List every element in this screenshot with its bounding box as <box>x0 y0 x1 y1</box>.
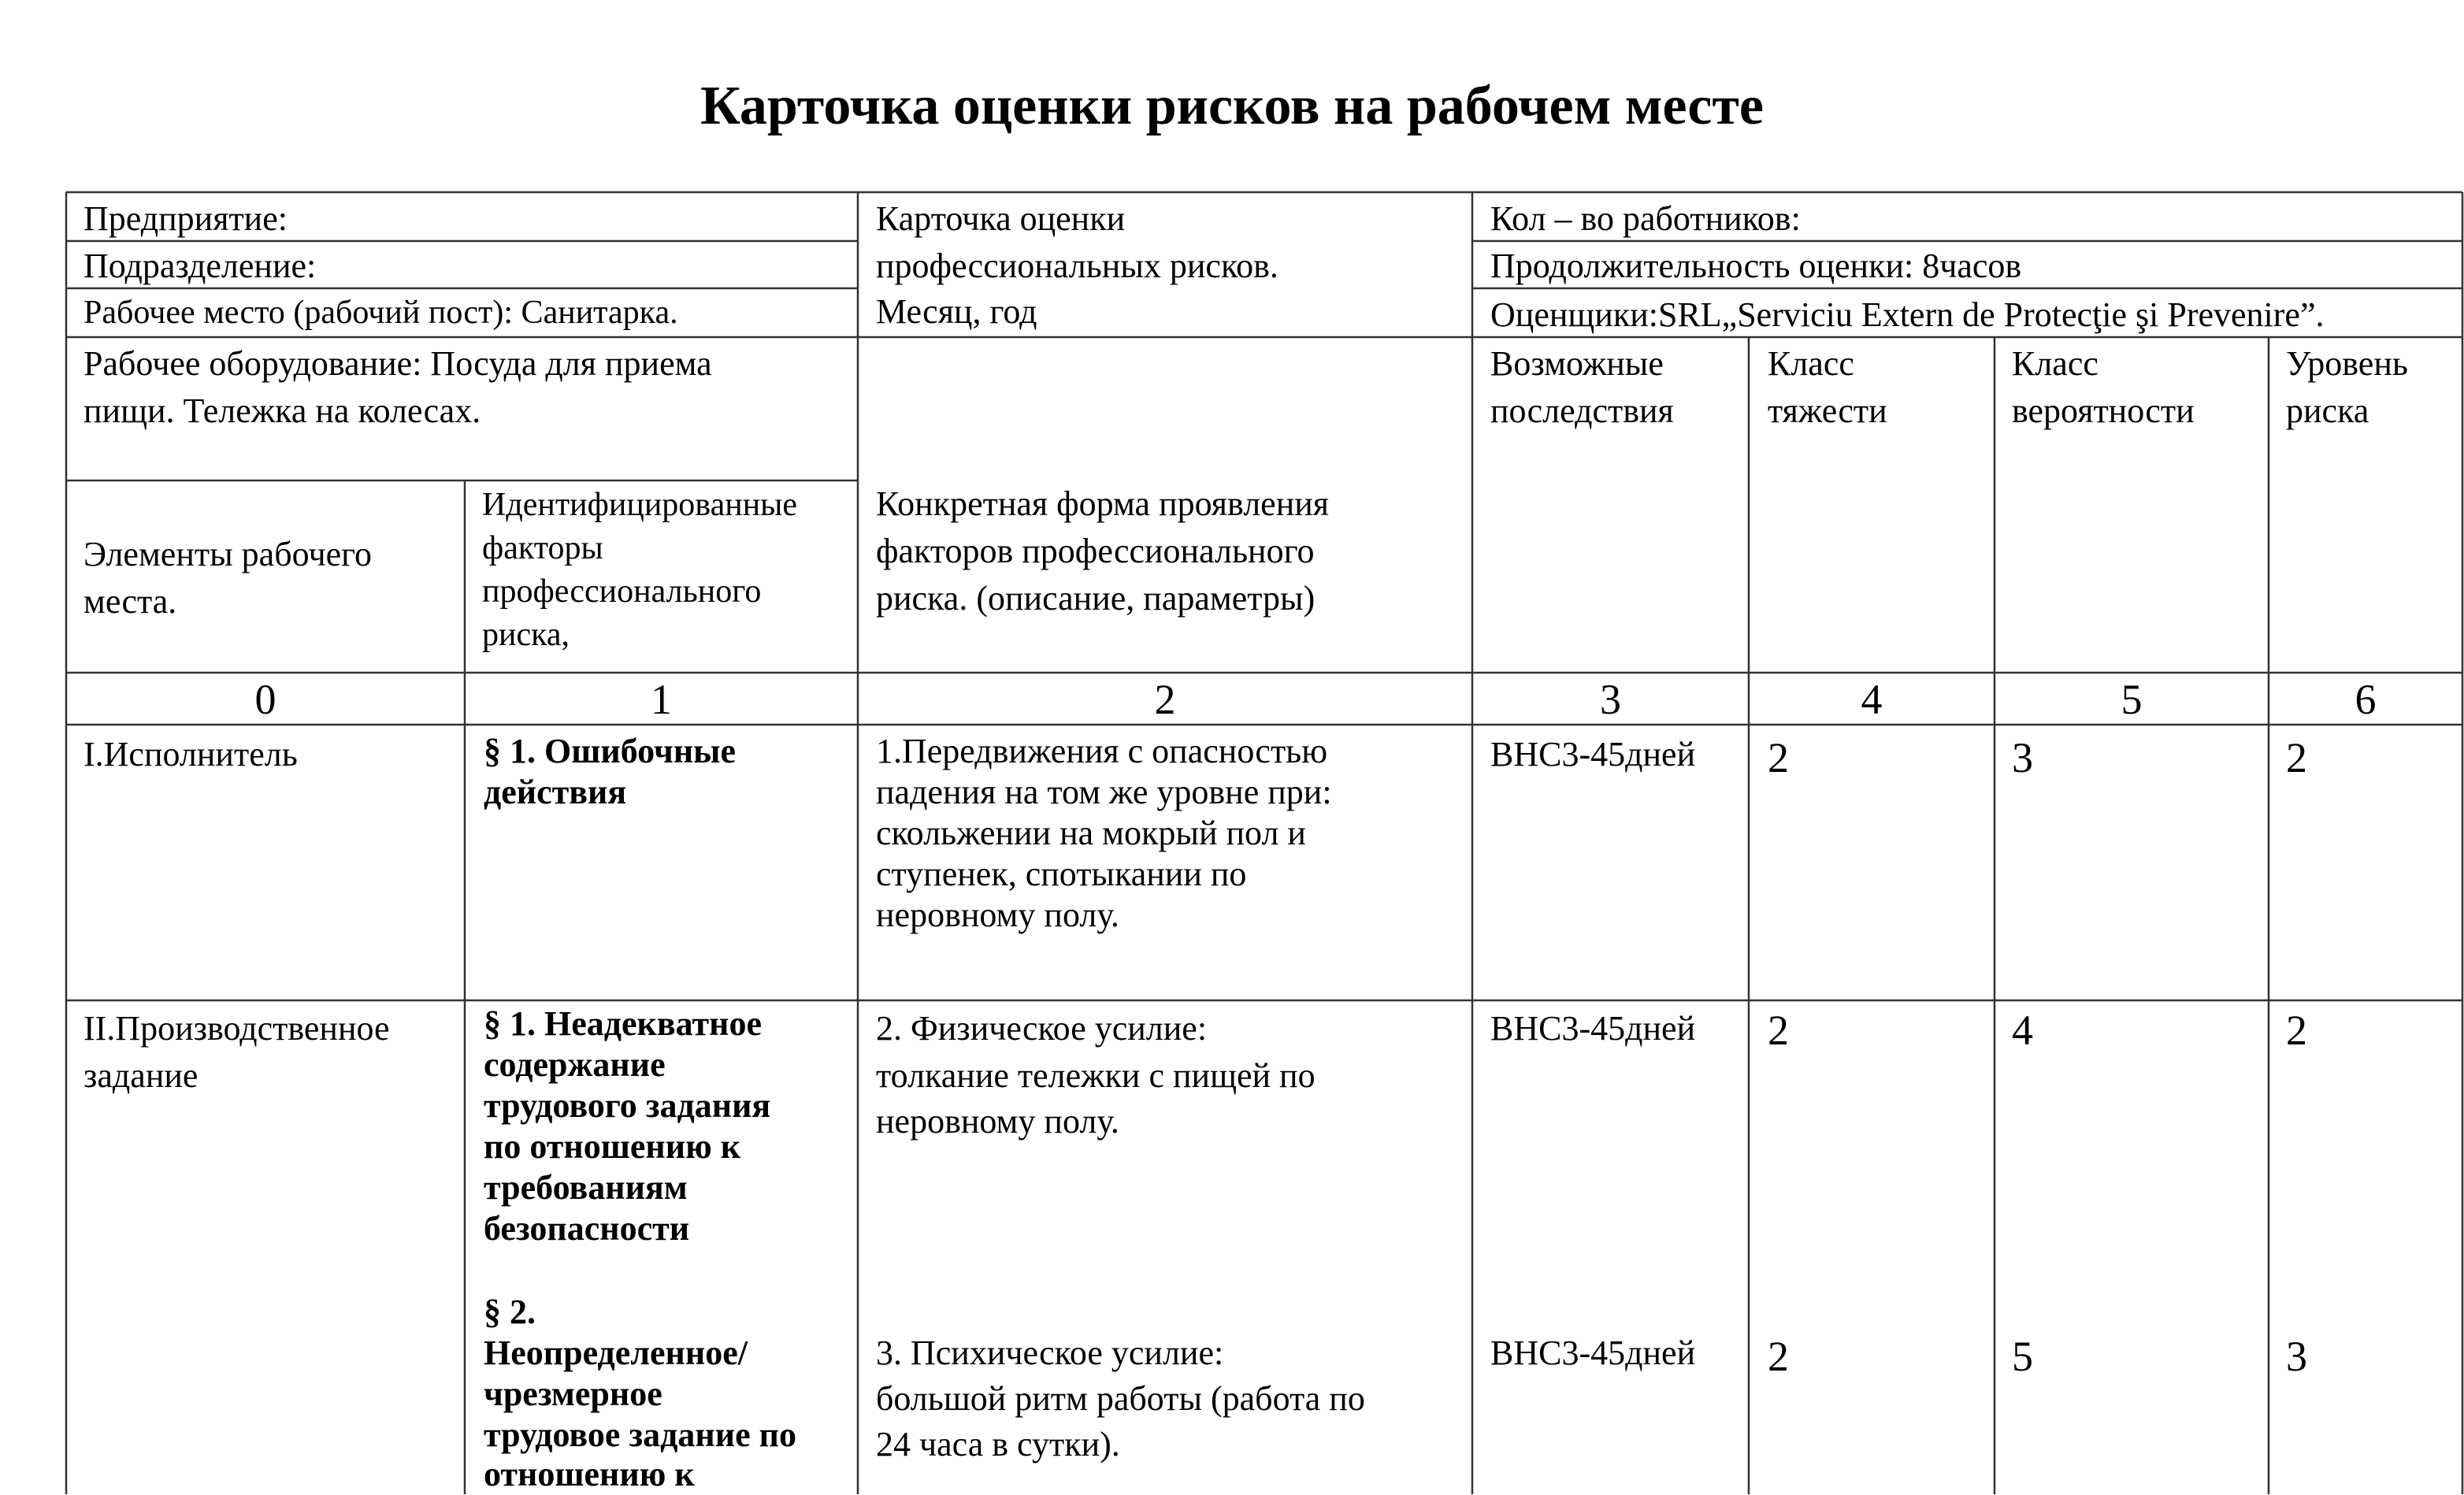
col-probability-line-2: вероятности <box>2012 391 2195 430</box>
col-number-2: 2 <box>1154 676 1176 723</box>
row2-factor1-line-1: § 1. Неадекватное <box>484 1004 763 1043</box>
row2-severity-1: 2 <box>1768 1007 1789 1054</box>
col-factors-line-1: Идентифицированные <box>482 487 798 523</box>
row1-consequence: ВНС3-45дней <box>1490 735 1696 773</box>
card-title-line-1: Карточка оценки <box>876 199 1126 238</box>
row2-factor1-line-3: трудового задания <box>484 1086 771 1125</box>
row2-consequence-1: ВНС3-45дней <box>1490 1009 1696 1048</box>
row2-desc1-line-3: неровному полу. <box>876 1102 1119 1141</box>
col-risk-line-2: риска <box>2286 391 2369 430</box>
row1-desc-line-5: неровному полу. <box>876 896 1119 934</box>
row2-factor1-line-4: по отношению к <box>484 1127 741 1166</box>
enterprise-label: Предприятие: <box>83 199 288 238</box>
row2-desc2-line-3: 24 часа в сутки). <box>876 1425 1120 1463</box>
row2-risk-1: 2 <box>2286 1007 2307 1054</box>
row2-factor2-line-3: чрезмерное <box>484 1374 662 1413</box>
row2-element-line-2: задание <box>83 1056 199 1095</box>
workplace-label: Рабочее место (рабочий пост): Санитарка. <box>83 295 678 331</box>
col-risk-line-1: Уровень <box>2286 344 2408 383</box>
row1-factor-line-1: § 1. Ошибочные <box>484 732 737 770</box>
row1-desc-line-1: 1.Передвижения с опасностью <box>876 732 1328 770</box>
col-number-3: 3 <box>1600 676 1621 723</box>
col-form-line-3: риска. (описание, параметры) <box>876 579 1315 618</box>
col-number-4: 4 <box>1861 676 1883 723</box>
row2-factor1-line-2: содержание <box>484 1045 666 1084</box>
col-factors-line-2: факторы <box>482 530 603 566</box>
row1-severity: 2 <box>1768 734 1789 781</box>
col-elements-line-2: места. <box>83 582 177 621</box>
col-number-1: 1 <box>651 676 672 723</box>
assessors-label: Оценщики:SRL„Serviciu Extern de Protecţie şi Prevenire”. <box>1490 295 2325 334</box>
row2-element-line-1: II.Производственное <box>83 1009 390 1048</box>
col-form-line-2: факторов профессионального <box>876 532 1315 570</box>
row2-factor1-line-6: безопасности <box>484 1209 690 1248</box>
col-number-5: 5 <box>2121 676 2143 723</box>
col-consequences-line-2: последствия <box>1490 391 1674 430</box>
row2-factor2-line-1: § 2. <box>484 1293 536 1331</box>
col-severity-line-1: Класс <box>1768 344 1854 383</box>
col-consequences-line-1: Возможные <box>1490 344 1664 383</box>
row2-factor2-line-4: трудовое задание по <box>484 1415 796 1454</box>
row2-factor2-line-5: отношению к <box>484 1455 695 1493</box>
row2-risk-2: 3 <box>2286 1333 2307 1380</box>
row2-probability-2: 5 <box>2012 1333 2033 1380</box>
col-factors-line-4: риска, <box>482 617 570 653</box>
col-number-6: 6 <box>2355 676 2377 723</box>
row2-desc1-line-1: 2. Физическое усилие: <box>876 1009 1208 1048</box>
row1-desc-line-2: падения на том же уровне при: <box>876 773 1332 811</box>
col-factors-line-3: профессионального <box>482 573 762 610</box>
workers-count-label: Кол – во работников: <box>1490 199 1801 238</box>
row2-factor2-line-2: Неопределенное/ <box>484 1334 748 1372</box>
page-title: Карточка оценки рисков на рабочем месте <box>700 76 1764 136</box>
col-form-line-1: Конкретная форма проявления <box>876 484 1330 523</box>
equipment-line-1: Рабочее оборудование: Посуда для приема <box>83 344 712 383</box>
col-elements-line-1: Элементы рабочего <box>83 535 373 573</box>
row1-element: I.Исполнитель <box>83 735 298 773</box>
row2-desc2-line-2: большой ритм работы (работа по <box>876 1379 1365 1418</box>
card-title-line-2: профессиональных рисков. <box>876 247 1278 285</box>
row2-consequence-2: ВНС3-45дней <box>1490 1334 1696 1372</box>
division-label: Подразделение: <box>83 247 317 285</box>
assessment-duration-label: Продолжительность оценки: 8часов <box>1490 247 2022 285</box>
card-date-line: Месяц, год <box>876 292 1037 331</box>
row1-factor-line-2: действия <box>484 773 627 811</box>
row2-desc2-line-1: 3. Психическое усилие: <box>876 1334 1224 1372</box>
row2-desc1-line-2: толкание тележки с пищей по <box>876 1056 1315 1095</box>
col-probability-line-1: Класс <box>2012 344 2098 383</box>
row1-desc-line-3: скольжении на мокрый пол и <box>876 814 1306 852</box>
row2-probability-1: 4 <box>2012 1007 2033 1054</box>
col-severity-line-2: тяжести <box>1768 391 1887 430</box>
row1-risk: 2 <box>2286 734 2307 781</box>
equipment-line-2: пищи. Тележка на колесах. <box>83 391 481 430</box>
row2-factor1-line-5: требованиям <box>484 1168 688 1207</box>
col-number-0: 0 <box>254 676 276 723</box>
row1-desc-line-4: ступенек, спотыкании по <box>876 855 1247 893</box>
row2-severity-2: 2 <box>1768 1333 1789 1380</box>
row1-probability: 3 <box>2012 734 2033 781</box>
